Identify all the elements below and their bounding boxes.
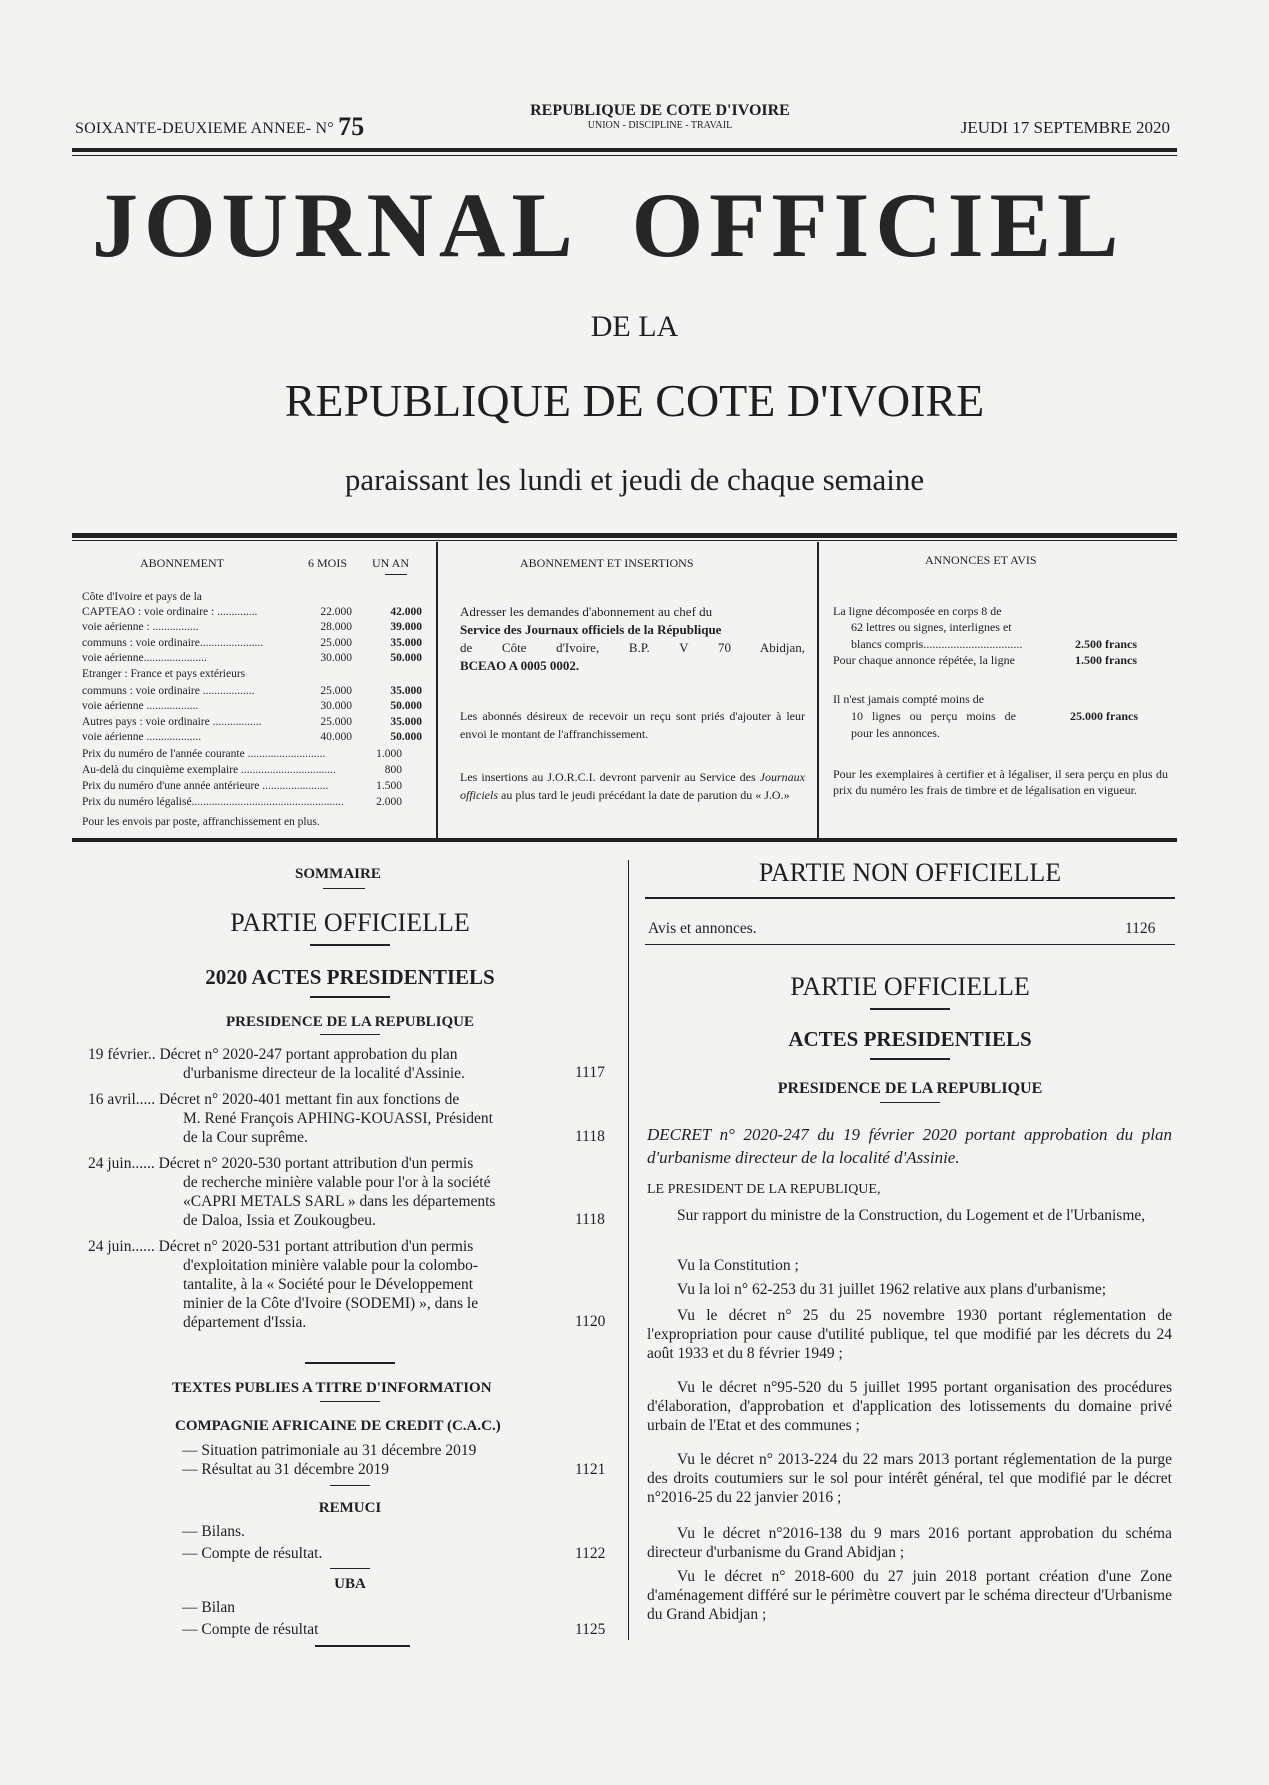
insertions-p2: Les abonnés désireux de recevoir un reçu sont priés d'ajouter à leur envoi le montant de l'affranchissement. — [460, 709, 805, 741]
box-divider-1 — [436, 542, 438, 838]
entry-line: de Daloa, Issia et Zoukougbeu. — [183, 1212, 376, 1229]
abonnement-row-label: CAPTEAO : voie ordinaire : .............. — [82, 606, 258, 618]
header-rule-thin — [72, 155, 1177, 156]
republique-label: REPUBLIQUE DE COTE D'IVOIRE — [530, 102, 790, 119]
entry-title: Décret n° 2020-530 portant attribution d'un permis — [158, 1155, 474, 1172]
presidence-underline — [320, 1034, 380, 1035]
prix-value: 800 — [384, 764, 402, 776]
remuci-item-2: — Compte de résultat. — [182, 1545, 323, 1562]
entry-title: Décret n° 2020-401 mettant fin aux fonctions de — [159, 1091, 460, 1108]
abonnement-row-6mois: 30.000 — [320, 652, 352, 664]
decret-paragraph: Vu la Constitution ; — [677, 1257, 799, 1274]
entry-line: d'exploitation minière valable pour la colombo- — [183, 1257, 479, 1274]
entry-line: «CAPRI METALS SARL » dans les départements — [183, 1193, 496, 1210]
cac-item-2: — Résultat au 31 décembre 2019 — [182, 1461, 390, 1478]
partie-non-officielle: PARTIE NON OFFICIELLE — [758, 858, 1062, 887]
right-actes-underline — [870, 1058, 950, 1060]
annonces-l6-val: 25.000 francs — [1070, 709, 1138, 723]
decret-paragraph: Sur rapport du ministre de la Construction, du Logement et de l'Urbanisme, — [677, 1207, 1146, 1224]
right-partie-officielle: PARTIE OFFICIELLE — [790, 972, 1030, 1001]
entry-page: 1117 — [575, 1064, 605, 1081]
entry-line: tantalite, à la « Société pour le Développement — [183, 1276, 474, 1293]
abonnement-row-6mois: 25.000 — [320, 685, 352, 697]
entries-end-rule — [305, 1362, 395, 1364]
devise: UNION - DISCIPLINE - TRAVAIL — [587, 120, 733, 131]
right-presidence: PRESIDENCE DE LA REPUBLIQUE — [777, 1080, 1043, 1097]
sommaire-entry — [88, 1090, 578, 1147]
insertions-p1 — [460, 603, 805, 675]
entry-title: Décret n° 2020-247 portant approbation du plan — [159, 1046, 458, 1063]
uba-page: 1125 — [575, 1621, 606, 1638]
uba-underline — [315, 1645, 410, 1647]
abonnement-row-label: voie aérienne : ................ — [82, 621, 199, 633]
insertions-p1-bold: Service des Journaux officiels de la République — [460, 622, 722, 637]
entry-date: 19 février.. — [88, 1046, 156, 1063]
issue-date: JEUDI 17 SEPTEMBRE 2020 — [960, 118, 1170, 137]
insertions-p3-b: au plus tard le jeudi précédant la date de parution du « J.O.» — [501, 788, 790, 802]
remuci-heading: REMUCI — [318, 1500, 382, 1516]
right-presidence-underline — [880, 1102, 940, 1103]
annonces-l2: 62 lettres ou signes, interlignes et — [851, 620, 1012, 634]
sommaire-entry — [88, 1237, 578, 1332]
issue-number — [75, 112, 364, 142]
abonnement-row-6mois: 40.000 — [320, 731, 352, 743]
partie-underline — [310, 944, 390, 946]
abonnement-intro: Côte d'Ivoire et pays de la — [82, 591, 202, 603]
annonces-l1: La ligne décomposée en corps 8 de — [833, 604, 1002, 618]
cac-underline — [330, 1485, 370, 1486]
entry-date: 24 juin...... — [88, 1155, 155, 1172]
entry-line: de recherche minière valable pour l'or à la société — [183, 1174, 491, 1191]
abonnement-row-6mois: 30.000 — [320, 700, 352, 712]
box-top-rule — [72, 533, 1177, 538]
decret-paragraph: Vu le décret n°2016-138 du 9 mars 2016 portant approbation du schéma directeur d'urbanisme du Grand Abidjan ; — [647, 1525, 1172, 1561]
entry-line: minier de la Côte d'Ivoire (SODEMI) », dans le — [183, 1295, 479, 1312]
textes-heading: TEXTES PUBLIES A TITRE D'INFORMATION — [172, 1380, 492, 1396]
annonces-l8: Pour les exemplaires à certifier et à légaliser, il sera perçu en plus du prix du numéro les frais de timbre et de légalisation en vigueur. — [833, 767, 1168, 797]
right-actes: ACTES PRESIDENTIELS — [788, 1027, 1032, 1051]
parution-line: paraissant les lundi et jeudi de chaque semaine — [344, 462, 925, 497]
abonnement-row-6mois: 28.000 — [320, 621, 352, 633]
abonnement-row-an: 35.000 — [390, 637, 422, 649]
sommaire-entry — [88, 1045, 578, 1083]
annonces-l3: blancs compris................................. — [851, 637, 1023, 651]
entry-line: de la Cour suprême. — [183, 1129, 308, 1146]
cac-heading: COMPAGNIE AFRICAINE DE CREDIT (C.A.C.) — [175, 1418, 501, 1434]
entry-page: 1120 — [575, 1313, 606, 1330]
annonces-heading: ANNONCES ET AVIS — [925, 553, 1037, 567]
entry-line: d'urbanisme directeur de la localité d'Assinie. — [183, 1065, 465, 1082]
prix-value: 2.000 — [376, 796, 402, 808]
sommaire-partie: PARTIE OFFICIELLE — [230, 908, 470, 937]
avis-page: 1126 — [1125, 920, 1156, 937]
insertions-p1-a: Adresser les demandes d'abonnement au chef du — [460, 604, 713, 619]
entry-title: Décret n° 2020-531 portant attribution d'un permis — [158, 1238, 474, 1255]
abonnement-row-label: voie aérienne .................. — [82, 700, 199, 712]
abonnement-row-an: 35.000 — [390, 716, 422, 728]
prix-value: 1.000 — [376, 748, 402, 760]
abonnement-row-an: 50.000 — [390, 700, 422, 712]
box-divider-2 — [817, 542, 819, 838]
uba-item-1: — Bilan — [182, 1599, 235, 1616]
abonnement-row-label: Etranger : France et pays extérieurs — [82, 668, 246, 680]
entry-line: M. René François APHING-KOUASSI, Président — [183, 1110, 493, 1127]
prix-label: Prix du numéro légalisé..................................................... — [82, 796, 344, 808]
sommaire-underline — [323, 888, 365, 889]
entry-page: 1118 — [575, 1128, 605, 1145]
abonnement-row-an: 42.000 — [390, 606, 422, 618]
annonces-l4: Pour chaque annonce répétée, la ligne — [833, 653, 1015, 667]
abonnement-row-label: communs : voie ordinaire...................... — [82, 637, 264, 649]
abonnement-heading: ABONNEMENT — [140, 556, 224, 570]
avis-rule — [645, 944, 1175, 945]
non-officielle-rule — [645, 897, 1175, 899]
abonnement-row-6mois: 25.000 — [320, 637, 352, 649]
entry-first-line — [88, 1090, 578, 1109]
prix-label: Prix du numéro de l'année courante ........................... — [82, 748, 326, 760]
abonnement-row-an: 39.000 — [390, 621, 422, 633]
insertions-heading: ABONNEMENT ET INSERTIONS — [520, 556, 694, 570]
remuci-page: 1122 — [575, 1545, 606, 1562]
annonces-l4-val: 1.500 francs — [1075, 653, 1137, 667]
de-la: DE LA — [590, 310, 679, 343]
entry-first-line — [88, 1045, 578, 1064]
abonnement-row-label: voie aérienne...................... — [82, 652, 207, 664]
insertions-p3-a: Les insertions au J.O.R.C.I. devront parvenir au Service des — [460, 770, 756, 784]
box-bottom-rule — [72, 838, 1177, 842]
decret-paragraph: Vu le décret n° 2018-600 du 27 juin 2018 portant création d'une Zone d'aménagement différé sur le périmètre couvert par le schéma directeur d'Urbanisme du Grand Abidjan ; — [647, 1568, 1172, 1623]
abonnement-row-an: 50.000 — [390, 731, 422, 743]
sommaire-heading: SOMMAIRE — [295, 866, 381, 882]
annonces-l7: pour les annonces. — [851, 726, 940, 740]
remuci-item-1: — Bilans. — [182, 1523, 245, 1540]
abonnement-row-6mois: 25.000 — [320, 716, 352, 728]
cac-item-1: — Situation patrimoniale au 31 décembre 2019 — [182, 1442, 477, 1459]
sommaire-entry — [88, 1154, 578, 1230]
abonnement-row-label: communs : voie ordinaire .................. — [82, 685, 255, 697]
avis-annonces: Avis et annonces. — [648, 920, 757, 937]
republique-title: REPUBLIQUE DE COTE D'IVOIRE — [284, 375, 985, 426]
insertions-p3-italic: Journaux officiels — [460, 770, 805, 802]
right-partie-underline — [870, 1008, 950, 1010]
decret-paragraph: Vu le décret n°95-520 du 5 juillet 1995 portant organisation des procédures d'élaboration, d'approbation et d'application des lotissements du domaine privé urbain de l'Etat et des communes ; — [647, 1379, 1172, 1434]
journal-title: JOURNAL OFFICIEL — [92, 174, 1125, 276]
decret-title: DECRET n° 2020-247 du 19 février 2020 portant approbation du plan d'urbanisme directeur de la localité d'Assinie. — [647, 1125, 1172, 1167]
entry-date: 16 avril..... — [88, 1091, 156, 1108]
cac-page: 1121 — [575, 1461, 606, 1478]
decret-paragraph: Vu le décret n° 2013-224 du 22 mars 2013 portant réglementation de la purge des droits coutumiers sur le sol pour intérêt général, tel que modifié par le décret n°2016-25 du 22 janvier 2016 ; — [647, 1451, 1172, 1506]
entry-first-line — [88, 1154, 578, 1173]
abonnement-row-label: Autres pays : voie ordinaire ................. — [82, 716, 262, 728]
entry-line: département d'Issia. — [183, 1314, 307, 1331]
uba-item-2: — Compte de résultat — [182, 1621, 319, 1638]
numero: 75 — [338, 112, 365, 141]
sommaire-actes: 2020 ACTES PRESIDENTIELS — [205, 965, 495, 989]
decret-paragraph: Vu la loi n° 62-253 du 31 juillet 1962 relative aux plans d'urbanisme; — [677, 1281, 1107, 1298]
textes-underline — [320, 1401, 380, 1402]
sommaire-presidence: PRESIDENCE DE LA REPUBLIQUE — [226, 1014, 474, 1030]
abonnement-row-label: voie aérienne ................... — [82, 731, 202, 743]
annee-label: SOIXANTE-DEUXIEME ANNEE- N° — [75, 120, 334, 137]
insertions-p1-c: de Côte d'Ivoire, B.P. V 70 Abidjan, — [460, 640, 805, 655]
header-rule-thick — [72, 148, 1177, 152]
actes-underline — [310, 996, 390, 998]
uba-heading: UBA — [334, 1576, 366, 1592]
entry-first-line — [88, 1237, 578, 1256]
republique-header — [480, 102, 840, 131]
abonnement-row-an: 50.000 — [390, 652, 422, 664]
col-underline — [385, 574, 407, 575]
prix-value: 1.500 — [376, 780, 402, 792]
decret-paragraph: Vu le décret n° 25 du 25 novembre 1930 portant réglementation de l'expropriation pour cause d'utilité publique, tel que modifié par les décrets du 24 août 1933 et du 8 février 1949 ; — [647, 1307, 1172, 1362]
entry-page: 1118 — [575, 1211, 605, 1228]
col-un-an: UN AN — [372, 556, 410, 570]
entry-date: 24 juin...... — [88, 1238, 155, 1255]
annonces-l5: Il n'est jamais compté moins de — [833, 692, 985, 706]
insertions-p1-bceao: BCEAO A 0005 0002. — [460, 658, 580, 673]
insertions-p3 — [460, 768, 805, 804]
prix-label: Au-delà du cinquième exemplaire ................................. — [82, 764, 336, 776]
remuci-underline — [330, 1568, 370, 1569]
abonnement-footer: Pour les envois par poste, affranchissement en plus. — [82, 816, 320, 828]
box-top-rule-thin — [72, 540, 1177, 541]
abonnement-row-an: 35.000 — [390, 685, 422, 697]
le-president: LE PRESIDENT DE LA REPUBLIQUE, — [647, 1182, 881, 1197]
col-6mois: 6 MOIS — [308, 556, 348, 570]
prix-label: Prix du numéro d'une année antérieure ....................... — [82, 780, 329, 792]
annonces-l3-val: 2.500 francs — [1075, 637, 1137, 651]
annonces-l6: 10 lignes ou perçu moins de — [851, 709, 1016, 723]
abonnement-row-6mois: 22.000 — [320, 606, 352, 618]
